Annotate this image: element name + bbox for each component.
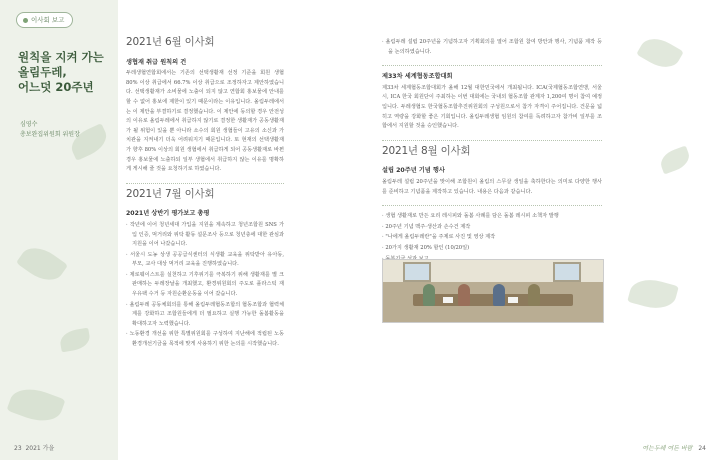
list-item: · 올림두레 공동체회의를 통해 올림두레협동조합의 협동조합과 협력체계를 강화하고 조합원들에게 더 필요하고 실행 가능한 돌봄활동을 확대하고자 노력했습니다.: [126, 301, 284, 327]
photo-person: [458, 284, 470, 306]
subheading-ica: 제33차 세계협동조합대회: [382, 73, 453, 81]
section-tag: [16, 12, 73, 28]
heading-august: 2021년 8월 이사회: [382, 144, 471, 157]
folio-right: [642, 443, 706, 452]
leaf-decoration: [58, 328, 91, 353]
body-ica: 제33차 세계협동조합대회가 올해 12월 대한민국에서 개최됩니다. ICA(국제협동조합연맹, 서울시, ICA 한국 회원단이 주최하는 이번 대회에는 국내외 협동조합 관계자 1,200여 명이 참여 예정입니다. 두레생협도 한국협동조합추진위원회의 구성원으로서 참가 자격이 주어집니다. 건문을 넓히고 역량을 강화할 좋은 기회입니다. 올림두레생협 임원의 참여를 독려하고자 참가비 일부를 조합에서 지원할 것을 승인했습니다.: [382, 84, 602, 130]
list-item: · 올림두레 설립 20주년을 기념하고자 기획회의를 열어 조합원 참여 방안과 행사, 기념품 제작 등을 논의하였습니다.: [382, 39, 602, 55]
photo-window: [403, 262, 431, 282]
issue-label: 2021 가을: [25, 445, 55, 452]
title-line: 원칙을 지켜 가는: [18, 50, 104, 64]
photo-person: [528, 284, 540, 306]
subheading-june: 생협재 취급 원칙의 건: [126, 58, 187, 66]
folio-left: [14, 443, 54, 452]
photo-person: [423, 284, 435, 306]
body-august: 올림두레 설립 20주년을 맞이해 조합원이 올림의 스무살 생일을 축하한다는 의미로 다양한 행사를 준비하고 기념품을 제작하고 있습니다. 내용은 다음과 같습니다.: [382, 178, 602, 195]
august-bullets: [382, 212, 602, 264]
photo-window: [553, 262, 581, 282]
article-title: [18, 50, 118, 95]
body-june: 두레생협연합회에서는 기존의 선택생활재 선정 기준을 회원 생협 80% 이상 취급에서 66.7% 이상 취급으로 조정하자고 제안하였습니다. 선택생활재가 소비물에 노출이 되지 않고 연합회 홍보물에 안내를 할 수 없어 홍보에 제한이 있기 때문이라는 이유입니다. 올림두레에서는 이 제안을 부결하기로 결정했습니다. 이 제안에 동의할 경우 안전성의 이유로 올림두레에서 취급하지 않기로 결정한 생활재가 공동생활재가 될 위험이 있을 뿐 아니라 소수의 회원 생협들이 고유의 소신과 가치관을 지켜내기 더욱 어려워지기 때문입니다. 또 현재의 선택생활재가 향후 80% 이상의 회원 생협에서 취급하게 되어 공동생활재로 바뀐 경우 홍보물에 노출하되 일부 생협에서 취급하지 않는 이유를 명확하게 게시해 줄 것을 요청하기로 하였습니다.: [126, 70, 284, 173]
subheading-july: 2021년 상반기 평가보고 총평: [126, 210, 210, 218]
leaf-decoration: [627, 275, 679, 314]
heading-july: 2021년 7월 이사회: [126, 187, 215, 200]
page-number: 23: [14, 445, 22, 452]
tag-dot-icon: [23, 18, 28, 23]
leaf-decoration: [636, 32, 684, 75]
subheading-august: 설립 20주년 기념 행사: [382, 167, 445, 175]
title-line: 올림두레,: [18, 65, 67, 79]
leaf-decoration: [16, 240, 68, 288]
photo-person: [493, 284, 505, 306]
list-item: · 서울시 도농 상생 공공급식센터의 식생활 교육을 위탁받아 유아동, 부모, 교사 대상 먹거리 교육을 진행하였습니다.: [126, 251, 284, 268]
list-item: · 20주년 기념 맥주·생산과 손수건 제작: [382, 223, 471, 230]
list-item: · 20가지 생활재 20% 할인 (10/20일): [382, 244, 470, 251]
heading-june: 2021년 6월 이사회: [126, 36, 215, 48]
section-divider: [382, 140, 602, 141]
sidebar-panel: [0, 0, 118, 460]
page-number: 24: [698, 445, 706, 452]
leaf-decoration: [657, 145, 692, 174]
right-column: [382, 38, 602, 265]
title-line: 어느덧 20주년: [18, 80, 94, 94]
author-name: 심영수: [20, 121, 38, 128]
list-item: · "나에게 올림두레란"을 주제로 사진 및 영상 제작: [382, 234, 496, 241]
author-block: [20, 120, 80, 140]
photo-paper: [443, 297, 453, 303]
list-item: · 작년에 이어 청년세대 가입을 지원을 계속하고 청년조합원 SNS 가입 인증, 먹거리와 위탁 활동 설문조사 등으로 청년층에 대한 관심과 지원을 이어 나갔습니다.: [126, 221, 284, 248]
author-role: 총보완집위원회 위원장: [20, 131, 80, 138]
list-item: · 노동환경 개선을 위한 특별위원회를 구성하여 지난해에 적립된 노동환경개선기금을 목적에 맞게 사용하기 위한 논의를 시작했습니다.: [126, 331, 284, 348]
section-divider: [126, 183, 284, 184]
section-tag-label: 이사회 보고: [31, 16, 65, 24]
list-item: · 생협 생활재로 만든 요리 레시피와 돌봄 사례를 담은 돌봄 레시피 소책자 발행: [382, 213, 559, 220]
leaf-decoration: [6, 382, 65, 428]
meeting-photo: [382, 259, 604, 323]
july-bullets: [126, 221, 284, 350]
section-divider: [382, 205, 602, 206]
list-item: · 제로웨이스트를 실천하고 기후위기를 극복하기 위해 생활재를 별 크 판매하는 두레장날을 개최했고, 환경위원회의 주도로 플라스틱 재 우유팩 수거 등 자원순환운동을 이어 갔습니다.: [126, 271, 284, 298]
right-top-bullets: [382, 38, 602, 57]
brand-label: 여는두레 여든 바람: [642, 445, 693, 452]
left-column: [126, 38, 284, 351]
photo-paper: [508, 297, 518, 303]
section-divider: [382, 65, 602, 66]
